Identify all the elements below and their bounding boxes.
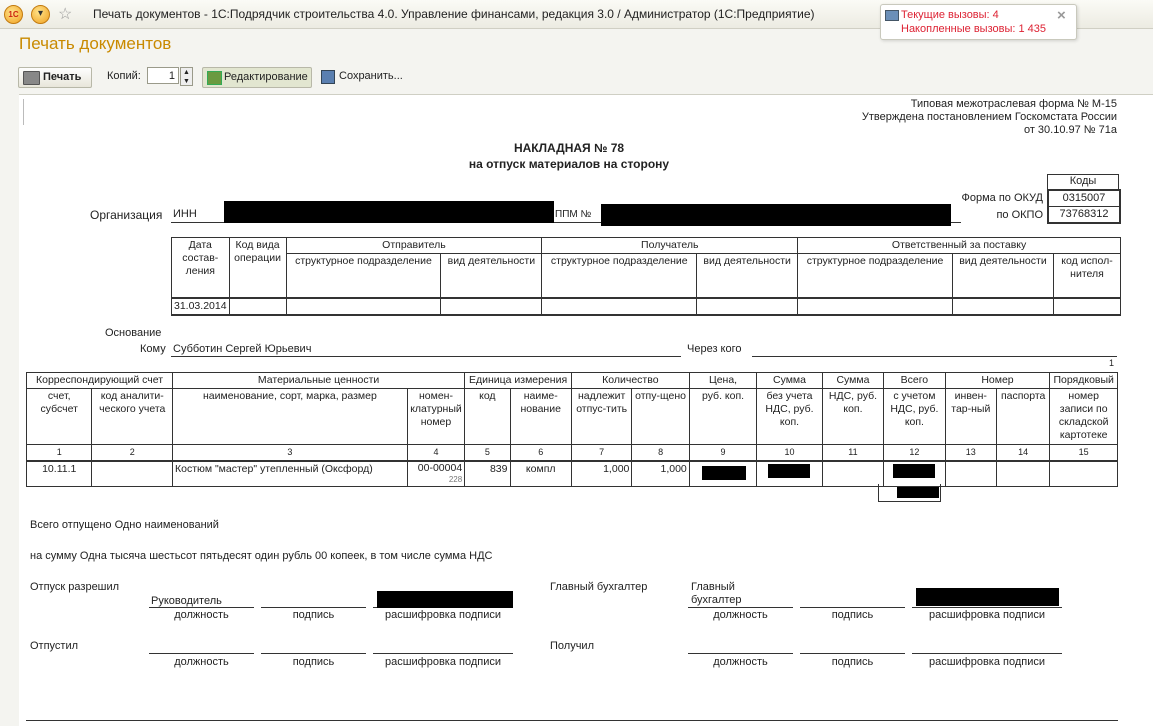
total-items: Всего отпущено Одно наименований bbox=[30, 519, 219, 531]
position-caption-3: должность bbox=[174, 656, 229, 668]
cursor-mark bbox=[23, 99, 25, 125]
to-underline bbox=[171, 356, 681, 357]
okud-label: Форма по ОКУД bbox=[961, 192, 1043, 204]
floppy-disk-icon bbox=[321, 70, 335, 84]
chief-accountant-label: Главный бухгалтер bbox=[550, 581, 648, 593]
main-menu-icon[interactable]: ▾ bbox=[31, 5, 50, 24]
signature-caption-4: подпись bbox=[831, 656, 874, 668]
doc-title: НАКЛАДНАЯ № 78 bbox=[513, 141, 625, 155]
kpp-fragment: ППМ № bbox=[555, 209, 592, 220]
accountant-position-1: Главный bbox=[691, 581, 735, 593]
decoding-caption-2: расшифровка подписи bbox=[928, 609, 1046, 621]
okpo-label: по ОКПО bbox=[996, 209, 1043, 221]
position-caption-1: должность bbox=[174, 609, 229, 621]
signature-caption-2: подпись bbox=[831, 609, 874, 621]
window-title: Печать документов - 1С:Подрядчик строительства 4.0. Управление финансами, редакция 3.0 / Администратор (1С:Предприятие) bbox=[93, 7, 815, 21]
decoding-line-2 bbox=[912, 607, 1062, 608]
okpo-value: 73768312 bbox=[1047, 206, 1121, 224]
accumulated-calls: Накопленные вызовы: 1 435 bbox=[901, 23, 1047, 35]
current-calls: Текущие вызовы: 4 bbox=[901, 9, 999, 21]
decoding-caption-4: расшифровка подписи bbox=[928, 656, 1046, 668]
signature-caption-3: подпись bbox=[292, 656, 335, 668]
released-by-label: Отпустил bbox=[30, 640, 79, 652]
items-table: Корреспондирующий счет Материальные ценности Единица измерения Количество Цена, Сумма Сумма Всего Номер Порядковый счет, субсчет код аналити-ческого учета наименование, сорт, марка, размер номен-клатурный номер код наиме-нование надлежит отпус-тить отпу-щено руб. коп. без учета НДС, руб. коп. НДС, руб. коп. с учетом НДС, руб. коп. инвен-тар-ный паспорта номер записи по складской картотеке 1 2 3 4 5 6 7 8 9 10 11 12 13 14 15 10.11.1 Костюм "мастер" утепленный (Оксфорд) 00-00004 228 839 компл 1,000 1,000 bbox=[26, 372, 1118, 487]
decoding-caption-3: расшифровка подписи bbox=[384, 656, 502, 668]
release-allowed-label: Отпуск разрешил bbox=[30, 581, 120, 593]
document-sheet[interactable] bbox=[19, 94, 1153, 726]
position-line-2 bbox=[688, 607, 793, 608]
redacted-grand-total bbox=[897, 487, 939, 498]
via-label: Через кого bbox=[687, 343, 742, 355]
received-by-label: Получил bbox=[550, 640, 594, 652]
redacted-head-name bbox=[377, 591, 513, 608]
head-position: Руководитель bbox=[151, 595, 222, 607]
form-note-2: Утверждена постановлением Госкомстата России bbox=[861, 111, 1117, 123]
position-caption-4: должность bbox=[713, 656, 768, 668]
app-logo-icon[interactable]: 1С bbox=[4, 5, 23, 24]
redacted-price bbox=[702, 466, 746, 480]
signature-caption-1: подпись bbox=[292, 609, 335, 621]
page-number: 1 bbox=[1109, 358, 1115, 368]
signature-line-2 bbox=[800, 607, 905, 608]
redacted-org-2 bbox=[601, 204, 951, 226]
table-row: 10.11.1 Костюм "мастер" утепленный (Оксфорд) 00-00004 228 839 компл 1,000 1,000 bbox=[27, 461, 1118, 487]
page-title: Печать документов bbox=[19, 34, 172, 53]
calls-notification bbox=[880, 4, 1077, 40]
close-icon[interactable]: × bbox=[1057, 7, 1066, 24]
print-button[interactable]: Печать bbox=[18, 67, 92, 88]
edit-toggle-button[interactable]: Редактирование bbox=[202, 67, 312, 88]
signature-line-3 bbox=[261, 653, 366, 654]
redacted-total bbox=[893, 464, 935, 478]
decoding-line-4 bbox=[912, 653, 1062, 654]
position-line-3 bbox=[149, 653, 254, 654]
position-line-4 bbox=[688, 653, 793, 654]
page-bottom-line bbox=[26, 720, 1118, 721]
form-note-3: от 30.10.97 № 71а bbox=[1023, 124, 1117, 136]
signature-line-1 bbox=[261, 607, 366, 608]
position-caption-2: должность bbox=[713, 609, 768, 621]
total-sum: на сумму Одна тысяча шестьсот пятьдесят один рубль 00 копеек, в том числе сумма НДС bbox=[30, 550, 493, 562]
favorites-star-icon[interactable]: ☆ bbox=[58, 6, 73, 23]
copies-label: Копий: bbox=[107, 70, 141, 82]
org-label: Организация bbox=[90, 208, 163, 222]
column-numbers-row: 1 2 3 4 5 6 7 8 9 10 11 12 13 14 15 bbox=[27, 445, 1118, 462]
okud-value: 0315007 bbox=[1047, 189, 1121, 207]
position-line-1 bbox=[149, 607, 254, 608]
org-inn: ИНН bbox=[173, 208, 197, 220]
decoding-line-3 bbox=[373, 653, 513, 654]
accountant-position-2: бухгалтер bbox=[691, 594, 742, 606]
form-note-1: Типовая межотраслевая форма № М-15 bbox=[910, 98, 1117, 110]
calls-icon bbox=[885, 10, 899, 21]
redacted-accountant-name bbox=[916, 588, 1059, 606]
signature-line-4 bbox=[800, 653, 905, 654]
to-label: Кому bbox=[140, 343, 166, 355]
printer-icon bbox=[23, 71, 40, 85]
redacted-org bbox=[224, 201, 554, 223]
copies-stepper[interactable]: ▲ ▼ bbox=[180, 67, 193, 86]
decoding-caption-1: расшифровка подписи bbox=[384, 609, 502, 621]
header-table: Дата состав-ления Код вида операции Отправитель Получатель Ответственный за поставку структурное подразделение вид деятельности структурное подразделение вид деятельности структурное подразделение вид деятельности код испол-нителя 31.03.2014 bbox=[171, 237, 1121, 316]
codes-label: Коды bbox=[1047, 174, 1119, 190]
redacted-sum bbox=[768, 464, 810, 478]
basis-label: Основание bbox=[105, 327, 162, 339]
copies-input[interactable]: 1 bbox=[147, 67, 179, 84]
via-underline bbox=[752, 356, 1117, 357]
to-value: Субботин Сергей Юрьевич bbox=[173, 343, 312, 355]
doc-subtitle: на отпуск материалов на сторону bbox=[468, 157, 670, 171]
edit-icon bbox=[207, 71, 222, 85]
